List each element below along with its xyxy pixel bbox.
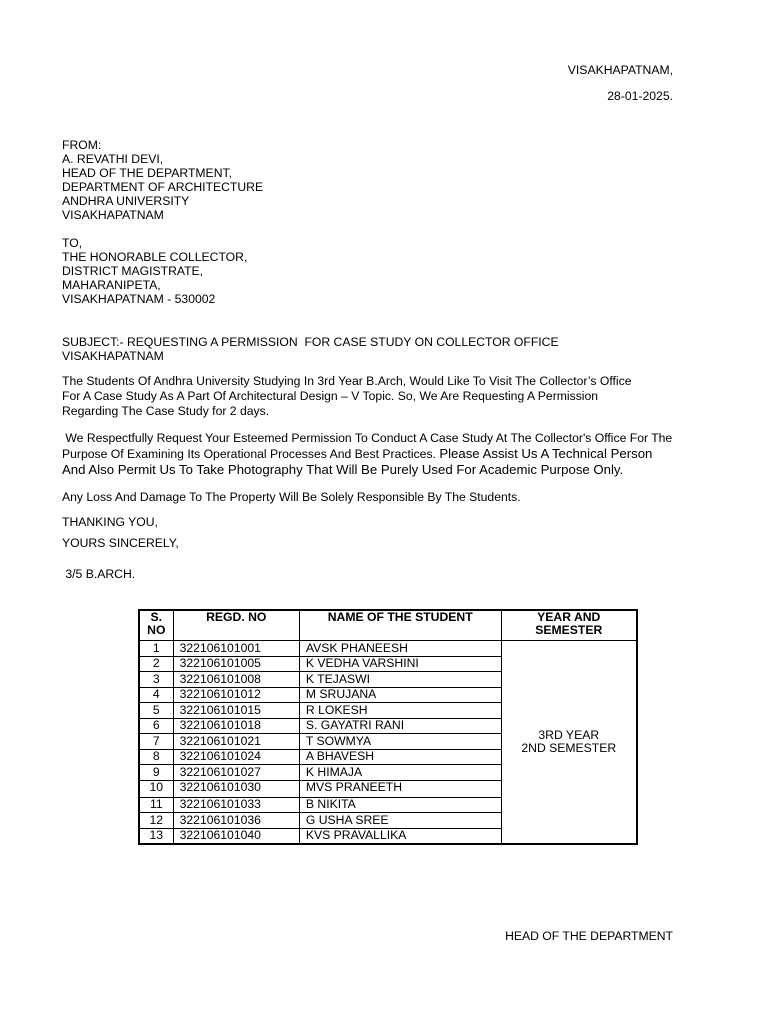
cell-sno: 10 (139, 780, 173, 797)
body-paragraph-2 (62, 430, 722, 478)
cell-regd-no: 322106101012 (173, 687, 299, 703)
cell-regd-no: 322106101005 (173, 656, 299, 672)
paragraph-segment: Purpose Of Examining Its Operational Processes And Best Practices. (62, 447, 440, 461)
cell-student-name: KVS PRAVALLIKA (299, 828, 501, 844)
signature-designation: HEAD OF THE DEPARTMENT (505, 929, 673, 943)
cell-student-name: M SRUJANA (299, 687, 501, 703)
cell-regd-no: 322106101030 (173, 780, 299, 797)
from-line: DEPARTMENT OF ARCHITECTURE (62, 180, 264, 194)
cell-sno: 11 (139, 797, 173, 813)
from-line: A. REVATHI DEVI, (62, 152, 164, 166)
paragraph-line: The Students Of Andhra University Studying In 3rd Year B.Arch, Would Like To Visit The Collector’s Office (62, 374, 632, 388)
from-address (62, 138, 263, 222)
cell-sno: 5 (139, 703, 173, 719)
cell-student-name: A BHAVESH (299, 749, 501, 765)
cell-student-name: MVS PRANEETH (299, 780, 501, 797)
cell-student-name: G USHA SREE (299, 813, 501, 829)
to-address (62, 236, 247, 306)
to-label: TO, (62, 236, 83, 250)
cell-regd-no: 322106101033 (173, 797, 299, 813)
to-line: MAHARANIPETA, (62, 278, 161, 292)
table-header-row (139, 610, 637, 641)
thanking-you: THANKING YOU, (62, 515, 158, 529)
cell-regd-no: 322106101040 (173, 828, 299, 844)
cell-sno: 1 (139, 641, 173, 657)
subject (62, 335, 559, 363)
paragraph-line (62, 446, 722, 462)
cell-regd-no: 322106101008 (173, 672, 299, 688)
cell-regd-no: 322106101001 (173, 641, 299, 657)
paragraph-line: We Respectfully Request Your Esteemed Permission To Conduct A Case Study At The Collector's Office For The (62, 431, 673, 445)
cell-sno: 8 (139, 749, 173, 765)
cell-sno: 9 (139, 765, 173, 781)
header-regd-no: REGD. NO (173, 610, 299, 641)
header-student-name: NAME OF THE STUDENT (299, 610, 501, 641)
students-table (138, 609, 638, 845)
class-label: 3/5 B.ARCH. (62, 567, 136, 581)
paragraph-line: Regarding The Case Study for 2 days. (62, 404, 270, 418)
cell-sno: 3 (139, 672, 173, 688)
header-sno: S. NO (139, 610, 173, 641)
paragraph-line: And Also Permit Us To Take Photography That Will Be Purely Used For Academic Purpose Only. (62, 462, 624, 477)
cell-regd-no: 322106101024 (173, 749, 299, 765)
table-row (139, 641, 637, 657)
from-line: ANDHRA UNIVERSITY (62, 194, 190, 208)
paragraph-segment-large: Please Assist Us A Technical Person (439, 446, 653, 461)
cell-student-name: K VEDHA VARSHINI (299, 656, 501, 672)
cell-year-semester: 3RD YEAR 2ND SEMESTER (501, 641, 637, 845)
from-line: HEAD OF THE DEPARTMENT, (62, 166, 232, 180)
header-year-semester: YEAR AND SEMESTER (501, 610, 637, 641)
cell-regd-no: 322106101015 (173, 703, 299, 719)
cell-regd-no: 322106101027 (173, 765, 299, 781)
cell-sno: 6 (139, 718, 173, 734)
cell-student-name: AVSK PHANEESH (299, 641, 501, 657)
cell-sno: 13 (139, 828, 173, 844)
letter-date: 28-01-2025. (607, 89, 673, 103)
to-line: THE HONORABLE COLLECTOR, (62, 250, 248, 264)
from-line: VISAKHAPATNAM (62, 208, 164, 222)
body-paragraph-1 (62, 374, 722, 419)
cell-sno: 12 (139, 813, 173, 829)
cell-regd-no: 322106101021 (173, 734, 299, 750)
cell-regd-no: 322106101036 (173, 813, 299, 829)
to-line: DISTRICT MAGISTRATE, (62, 264, 204, 278)
from-label: FROM: (62, 138, 102, 152)
cell-regd-no: 322106101018 (173, 718, 299, 734)
cell-student-name: R LOKESH (299, 703, 501, 719)
cell-student-name: B NIKITA (299, 797, 501, 813)
subject-line: VISAKHAPATNAM (62, 349, 164, 363)
cell-student-name: T SOWMYA (299, 734, 501, 750)
cell-student-name: K TEJASWI (299, 672, 501, 688)
to-line: VISAKHAPATNAM - 530002 (62, 292, 216, 306)
cell-student-name: S. GAYATRI RANI (299, 718, 501, 734)
cell-sno: 2 (139, 656, 173, 672)
subject-line: SUBJECT:- REQUESTING A PERMISSION FOR CASE STUDY ON COLLECTOR OFFICE (62, 335, 559, 349)
cell-sno: 4 (139, 687, 173, 703)
paragraph-line: For A Case Study As A Part Of Architectural Design – V Topic. So, We Are Requesting A Permission (62, 389, 599, 403)
cell-sno: 7 (139, 734, 173, 750)
body-paragraph-3: Any Loss And Damage To The Property Will Be Solely Responsible By The Students. (62, 490, 521, 504)
yours-sincerely: YOURS SINCERELY, (62, 536, 179, 550)
cell-student-name: K HIMAJA (299, 765, 501, 781)
letter-place: VISAKHAPATNAM, (567, 63, 673, 77)
